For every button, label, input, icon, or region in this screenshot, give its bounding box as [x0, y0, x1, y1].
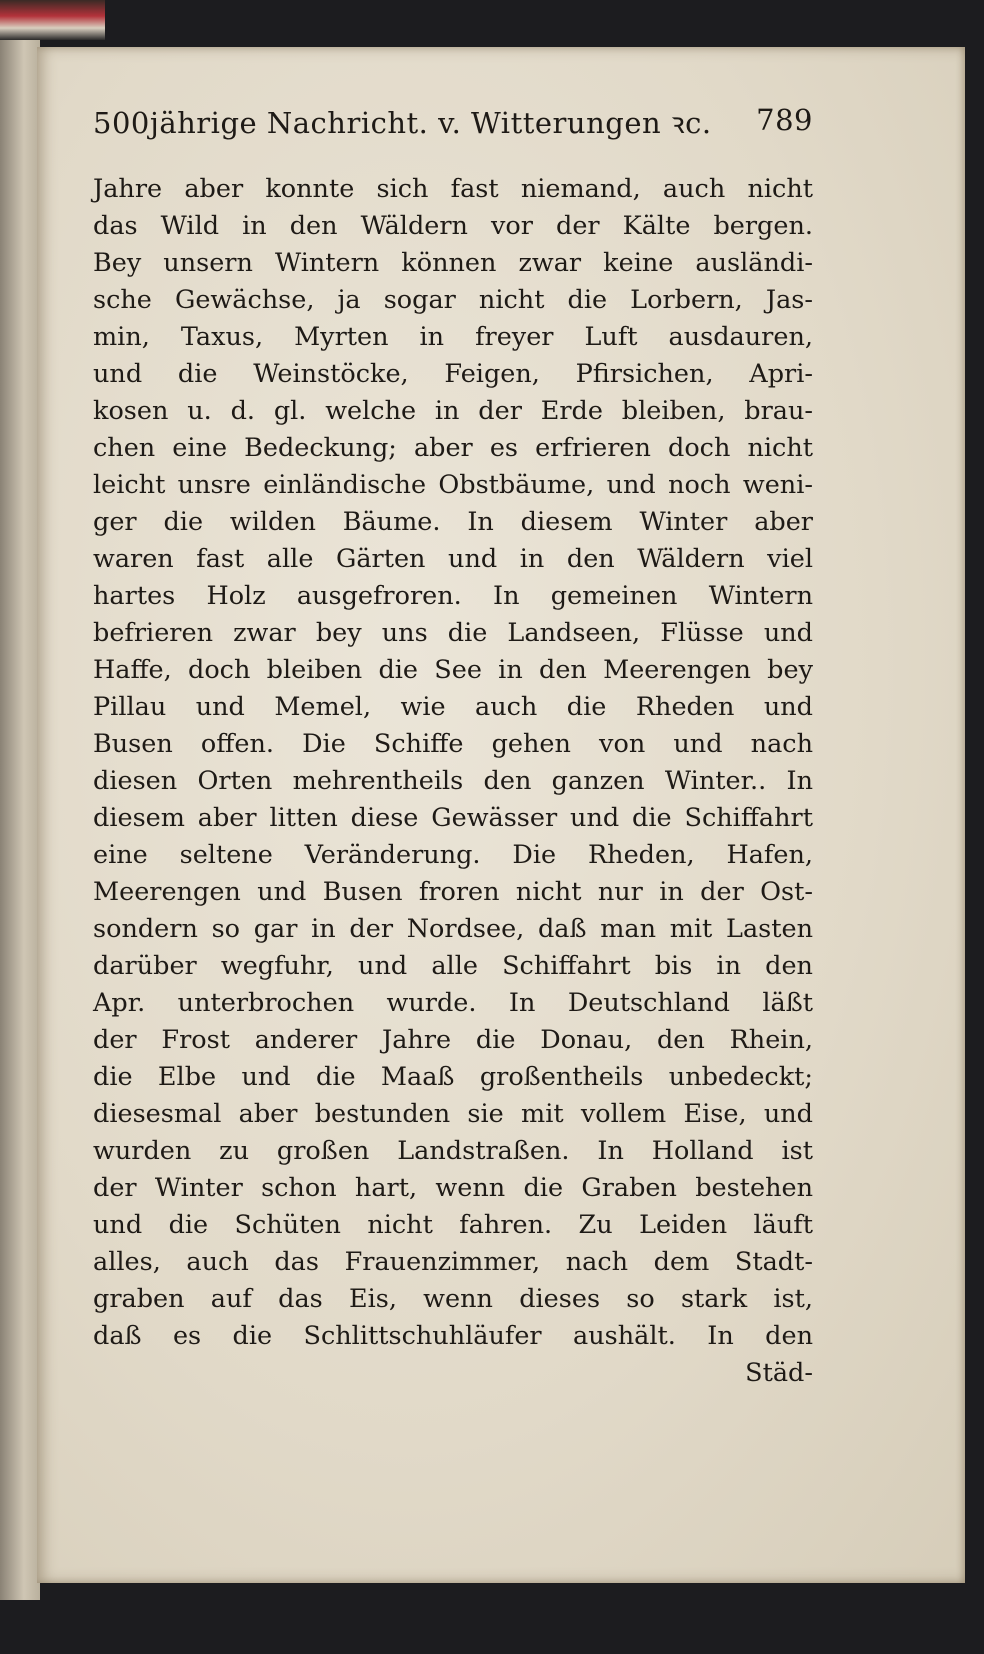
text-line: Jahre aber konnte sich fast niemand, auch nicht [93, 174, 813, 204]
text-line: kosen u. d. gl. welche in der Erde bleiben, brau- [93, 396, 813, 426]
text-line: Busen offen. Die Schiffe gehen von und nach [93, 729, 813, 759]
text-line: der Winter schon hart, wenn die Graben bestehen [93, 1173, 813, 1203]
text-line: der Frost anderer Jahre die Donau, den Rhein, [93, 1025, 813, 1055]
text-line: befrieren zwar bey uns die Landseen, Flüsse und [93, 618, 813, 648]
body-text [93, 171, 813, 1392]
book-binding [0, 0, 105, 40]
text-line: alles, auch das Frauenzimmer, nach dem Stadt- [93, 1247, 813, 1277]
text-line: sche Gewächse, ja sogar nicht die Lorbern, Jas- [93, 285, 813, 315]
facing-page-edge [0, 40, 40, 1600]
text-line: min, Taxus, Myrten in freyer Luft ausdauren, [93, 322, 813, 352]
text-line: darüber wegfuhr, und alle Schiffahrt bis in den [93, 951, 813, 981]
text-line: und die Schüten nicht fahren. Zu Leiden läuft [93, 1210, 813, 1240]
running-title: 500jährige Nachricht. v. Witterungen ꝛc. [93, 106, 712, 140]
text-line: die Elbe und die Maaß großentheils unbedeckt; [93, 1062, 813, 1092]
running-header [93, 103, 813, 142]
text-line: waren fast alle Gärten und in den Wäldern viel [93, 544, 813, 574]
catchword: Städ- [745, 1358, 813, 1388]
text-line: ger die wilden Bäume. In diesem Winter aber [93, 507, 813, 537]
text-line: sondern so gar in der Nordsee, daß man mit Lasten [93, 914, 813, 944]
text-line: Bey unsern Wintern können zwar keine ausländi- [93, 248, 813, 278]
text-line: diesen Orten mehrentheils den ganzen Winter.. In [93, 766, 813, 796]
text-line: daß es die Schlittschuhläufer aushält. In den [93, 1321, 813, 1351]
book-page [37, 47, 965, 1583]
text-line: diesem aber litten diese Gewässer und die Schiffahrt [93, 803, 813, 833]
text-line: Apr. unterbrochen wurde. In Deutschland läßt [93, 988, 813, 1018]
text-line: graben auf das Eis, wenn dieses so stark ist, [93, 1284, 813, 1314]
page-number: 789 [756, 103, 813, 137]
text-line: chen eine Bedeckung; aber es erfrieren doch nicht [93, 433, 813, 463]
text-line: Haffe, doch bleiben die See in den Meerengen bey [93, 655, 813, 685]
text-line: diesesmal aber bestunden sie mit vollem Eise, und [93, 1099, 813, 1129]
text-line: leicht unsre einländische Obstbäume, und noch weni- [93, 470, 813, 500]
text-line: und die Weinstöcke, Feigen, Pfirsichen, Apri- [93, 359, 813, 389]
text-line: wurden zu großen Landstraßen. In Holland ist [93, 1136, 813, 1166]
text-line: Meerengen und Busen froren nicht nur in der Ost- [93, 877, 813, 907]
text-line: hartes Holz ausgefroren. In gemeinen Wintern [93, 581, 813, 611]
text-line: Pillau und Memel, wie auch die Rheden und [93, 692, 813, 722]
text-line: eine seltene Veränderung. Die Rheden, Hafen, [93, 840, 813, 870]
text-line: das Wild in den Wäldern vor der Kälte bergen. [93, 211, 813, 241]
